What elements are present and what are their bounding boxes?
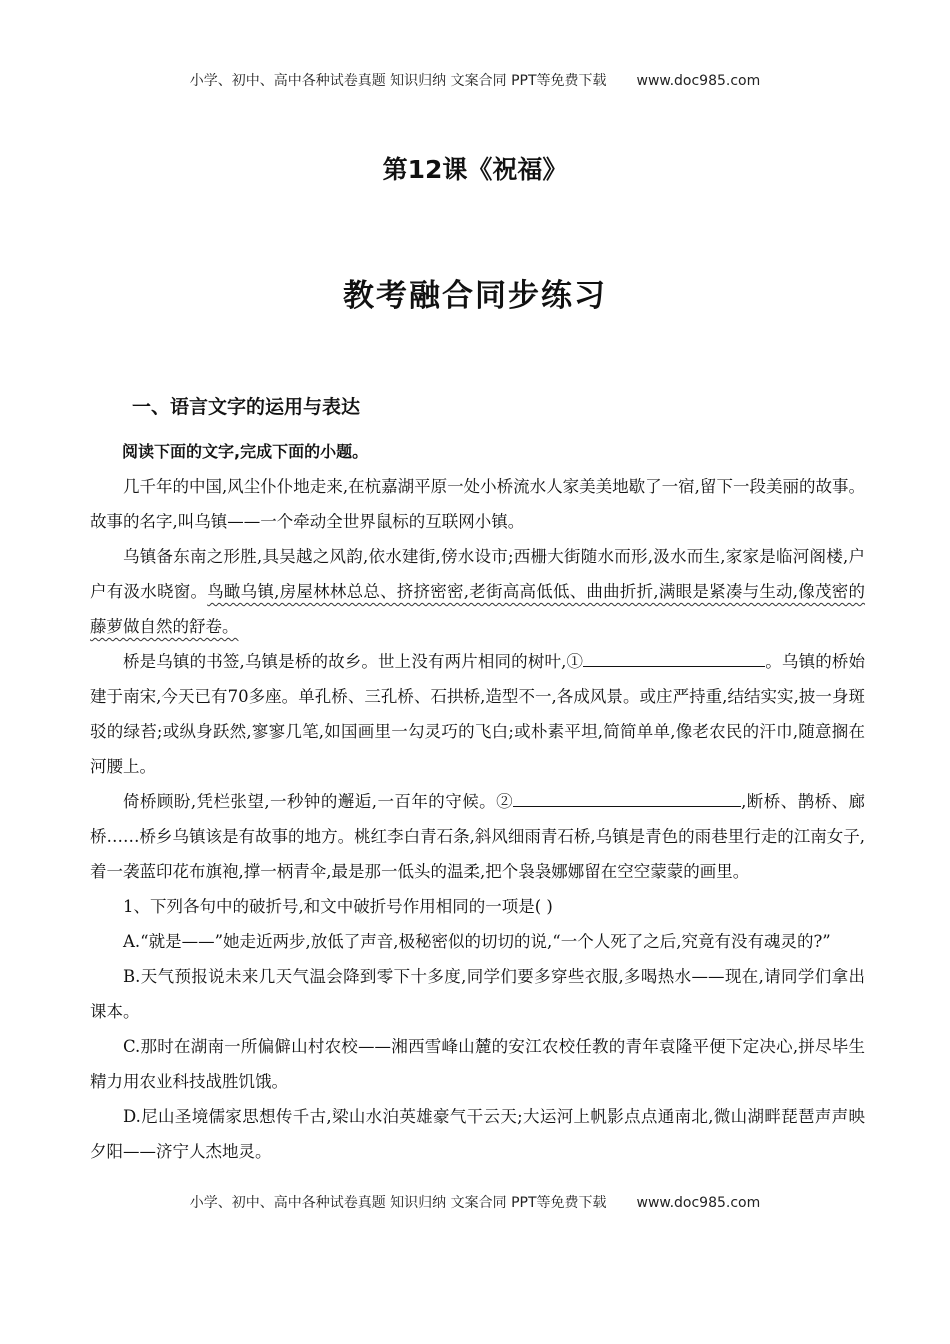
passage-paragraph-4	[90, 784, 865, 889]
answer-blank-1[interactable]	[583, 646, 765, 667]
header-text: 小学、初中、高中各种试卷真题 知识归纳 文案合同 PPT等免费下载	[189, 73, 607, 89]
passage-p2-text: 乌镇备东南之形胜,具吴越之风韵,依水建街,傍水设市;西栅大街随水而形,汲水而生,家家是临河阁楼,户户有汲水晓窗。	[90, 547, 865, 601]
document-body	[90, 434, 865, 1169]
question-1-option-a: A.“就是——”她走近两步,放低了声音,极秘密似的切切的说,“一个人死了之后,究竟有没有魂灵的?”	[123, 932, 831, 951]
passage-p3-after: 。乌镇的桥始建于南宋,今天已有70多座。单孔桥、三孔桥、石拱桥,造型不一,各成风景。或庄严持重,结结实实,披一身斑驳的绿苔;或纵身跃然,寥寥几笔,如国画里一勾灵巧的飞白;或朴素平坦,简简单单,像老农民的汗巾,随意搁在河腰上。	[90, 652, 865, 776]
lesson-title: 第12课《祝福》	[382, 155, 568, 184]
question-1-option-b: B.天气预报说未来几天气温会降到零下十多度,同学们要多穿些衣服,多喝热水——现在,请同学们拿出课本。	[90, 967, 865, 1021]
section-heading: 一、语言文字的运用与表达	[132, 396, 361, 418]
page-footer	[0, 1192, 950, 1212]
answer-blank-2[interactable]	[513, 786, 741, 807]
question-1-option-d: D.尼山圣境儒家思想传千古,梁山水泊英雄豪气干云天;大运河上帆影点点通南北,微山湖畔琵琶声声映夕阳——济宁人杰地灵。	[90, 1107, 865, 1161]
instruction: 阅读下面的文字,完成下面的小题。	[122, 442, 369, 461]
question-1-stem: 1、下列各句中的破折号,和文中破折号作用相同的一项是( )	[123, 897, 553, 916]
passage-paragraph-1: 几千年的中国,风尘仆仆地走来,在杭嘉湖平原一处小桥流水人家美美地歇了一宿,留下一段美丽的故事。故事的名字,叫乌镇——一个牵动全世界鼠标的互联网小镇。	[90, 477, 865, 531]
question-1-option-c: C.那时在湖南一所偏僻山村农校——湘西雪峰山麓的安江农校任教的青年袁隆平便下定决心,拼尽毕生精力用农业科技战胜饥饿。	[90, 1037, 865, 1091]
exercise-subtitle: 教考融合同步练习	[343, 278, 607, 314]
passage-p3-before: 桥是乌镇的书签,乌镇是桥的故乡。世上没有两片相同的树叶,①	[123, 652, 584, 671]
passage-paragraph-3	[90, 644, 865, 784]
footer-site-link[interactable]: www.doc985.com	[636, 1195, 761, 1211]
passage-paragraph-2	[90, 539, 865, 644]
page-header	[0, 70, 950, 90]
header-site-link[interactable]: www.doc985.com	[636, 73, 761, 89]
passage-p4-before: 倚桥顾盼,凭栏张望,一秒钟的邂逅,一百年的守候。②	[123, 792, 514, 811]
wavy-underlined-sentence: 鸟瞰乌镇,房屋林林总总、挤挤密密,老街高高低低、曲曲折折,满眼是紧凑与生动,像茂密的藤萝做自然的舒卷。	[90, 582, 866, 636]
passage-p4-after: ,断桥、鹊桥、廊桥……桥乡乌镇该是有故事的地方。桃红李白青石条,斜风细雨青石桥,乌镇是青色的雨巷里行走的江南女子,着一袭蓝印花布旗袍,撑一柄青伞,最是那一低头的温柔,把个袅袅娜娜留在空空蒙蒙的画里。	[90, 792, 865, 881]
footer-text: 小学、初中、高中各种试卷真题 知识归纳 文案合同 PPT等免费下载	[189, 1195, 607, 1211]
